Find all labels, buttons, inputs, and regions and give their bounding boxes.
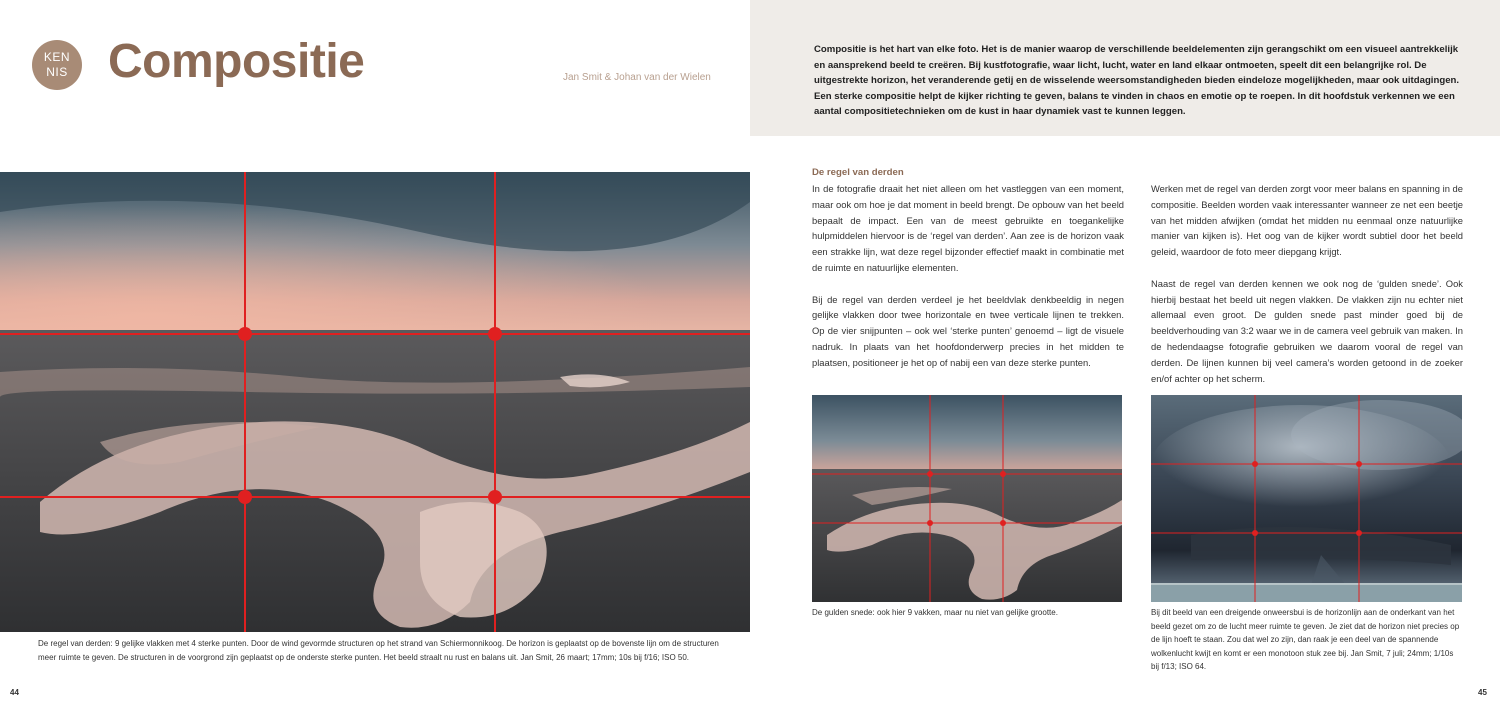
rule-of-thirds-grid-storm: [1151, 395, 1462, 602]
paragraph: Naast de regel van derden kennen we ook nog de ‘gulden snede’. Ook hierbij bestaat het beeld uit negen vlakken. De vlakken zijn nu echter niet allemaal even groot. De gulden snede past minder goed bij de beeldverhouding van 3:2 waar we in de camera veel gebruik van maken. In de hedendaagse fotografie gebruiken we daarom vooral de regel van derden. De lijnen kunnen bij veel camera’s worden getoond in de zoeker en/of achter op het scherm.: [1151, 277, 1463, 384]
big-photo-caption: De regel van derden: 9 gelijke vlakken met 4 sterke punten. Door de wind gevormde structuren op het strand van Schiermonnikoog. De horizon is geplaatst op de bovenste lijn om de structuren meer ruimte te geven. De structuren in de voorgrond zijn geplaatst op de onderste sterke punten. Het beeld straalt nu rust en balans uit. Jan Smit, 26 maart; 17mm; 10s bij f/16; ISO 50.: [38, 639, 719, 662]
rule-of-thirds-grid: [0, 172, 750, 632]
strong-point: [1356, 461, 1362, 467]
page-number-right: 45: [1478, 688, 1487, 697]
text-column-2: [1151, 181, 1463, 402]
strong-point: [1356, 530, 1362, 536]
badge-line-1: KEN: [43, 50, 71, 64]
intro-panel: [750, 0, 1500, 136]
beach-photo-rule-of-thirds: [0, 172, 750, 632]
beach-photo-golden-ratio: [812, 395, 1122, 602]
authors: Jan Smit & Johan van der Wielen: [563, 72, 711, 83]
paragraph: Werken met de regel van derden zorgt voor meer balans en spanning in de compositie. Beelden worden vaak interessanter wanneer ze net een beetje van het midden afwijken (omdat het midden nu eenmaal onze natuurlijke manier van kijken is). Het oog van de kijker wordt subtiel door het beeld geleid, waardoor de foto meer diepgang krijgt.: [1151, 183, 1463, 258]
strong-point: [488, 490, 502, 504]
strong-point: [238, 327, 252, 341]
strong-point: [1252, 461, 1258, 467]
page-title: Compositie: [108, 35, 365, 88]
strong-point: [238, 490, 252, 504]
small-photo-1-caption: De gulden snede: ook hier 9 vakken, maar nu niet van gelijke grootte.: [812, 608, 1058, 617]
strong-point: [1252, 530, 1258, 536]
page-number-left: 44: [10, 688, 19, 697]
strong-point: [488, 327, 502, 341]
kennis-badge: [32, 40, 82, 90]
small-photo-2-caption: Bij dit beeld van een dreigende onweersbui is de horizonlijn aan de onderkant van het beeld gezet om zo de lucht meer ruimte te geven. Je ziet dat de horizon niet precies op de lijn hoeft te staan. Zou dat wel zo zijn, dan raak je een deel van de spannende wolkenlucht kwijt en komt er een monotoon stuk zee bij. Jan Smit, 7 juli; 24mm; 1/10s bij f/13; ISO 64.: [1151, 608, 1460, 671]
section-heading: De regel van derden: [812, 167, 904, 178]
strong-point: [1000, 520, 1006, 526]
storm-photo: [1151, 395, 1462, 602]
paragraph: Bij de regel van derden verdeel je het beeldvlak denkbeeldig in negen gelijke vlakken door twee horizontale en twee verticale lijnen te trekken. Op de vier snijpunten – ook wel ‘sterke punten’ genoemd – ligt de visuele nadruk. In plaats van het hoofdonderwerp precies in het midden te plaatsen, positioneer je het op of nabij een van deze sterke punten.: [812, 293, 1124, 368]
strong-point: [927, 471, 933, 477]
text-column-1: [812, 181, 1124, 386]
intro-text: Compositie is het hart van elke foto. Het is de manier waarop de verschillende beeldelementen zijn gerangschikt om een visueel aantrekkelijk en aansprekend beeld te creëren. Bij kustfotografie, waar licht, lucht, water en land elkaar ontmoeten, speelt dit een belangrijke rol. De uitgestrekte horizon, het veranderende getij en de wisselende weersomstandigheden bieden eindeloze mogelijkheden, maar ook uitdagingen. Een sterke compositie helpt de kijker richting te geven, balans te vinden in chaos en emotie op te roepen. In dit hoofdstuk verkennen we een aantal compositietechnieken om de kust in haar dynamiek vast te kunnen leggen.: [814, 44, 1460, 117]
strong-point: [1000, 471, 1006, 477]
strong-point: [927, 520, 933, 526]
paragraph: In de fotografie draait het niet alleen om het vastleggen van een moment, maar ook om hoe je dat moment in beeld brengt. De opbouw van het beeld bepaalt de impact. Een van de meest gebruikte en toegankelijke hulpmiddelen hiervoor is de ‘regel van derden’. Aan zee is de horizon vaak een strakke lijn, wat deze regel bijzonder effectief maakt in combinatie met de ruimte en natuurlijke elementen.: [812, 183, 1124, 273]
golden-ratio-grid: [812, 395, 1122, 602]
badge-line-2: NIS: [46, 65, 68, 79]
